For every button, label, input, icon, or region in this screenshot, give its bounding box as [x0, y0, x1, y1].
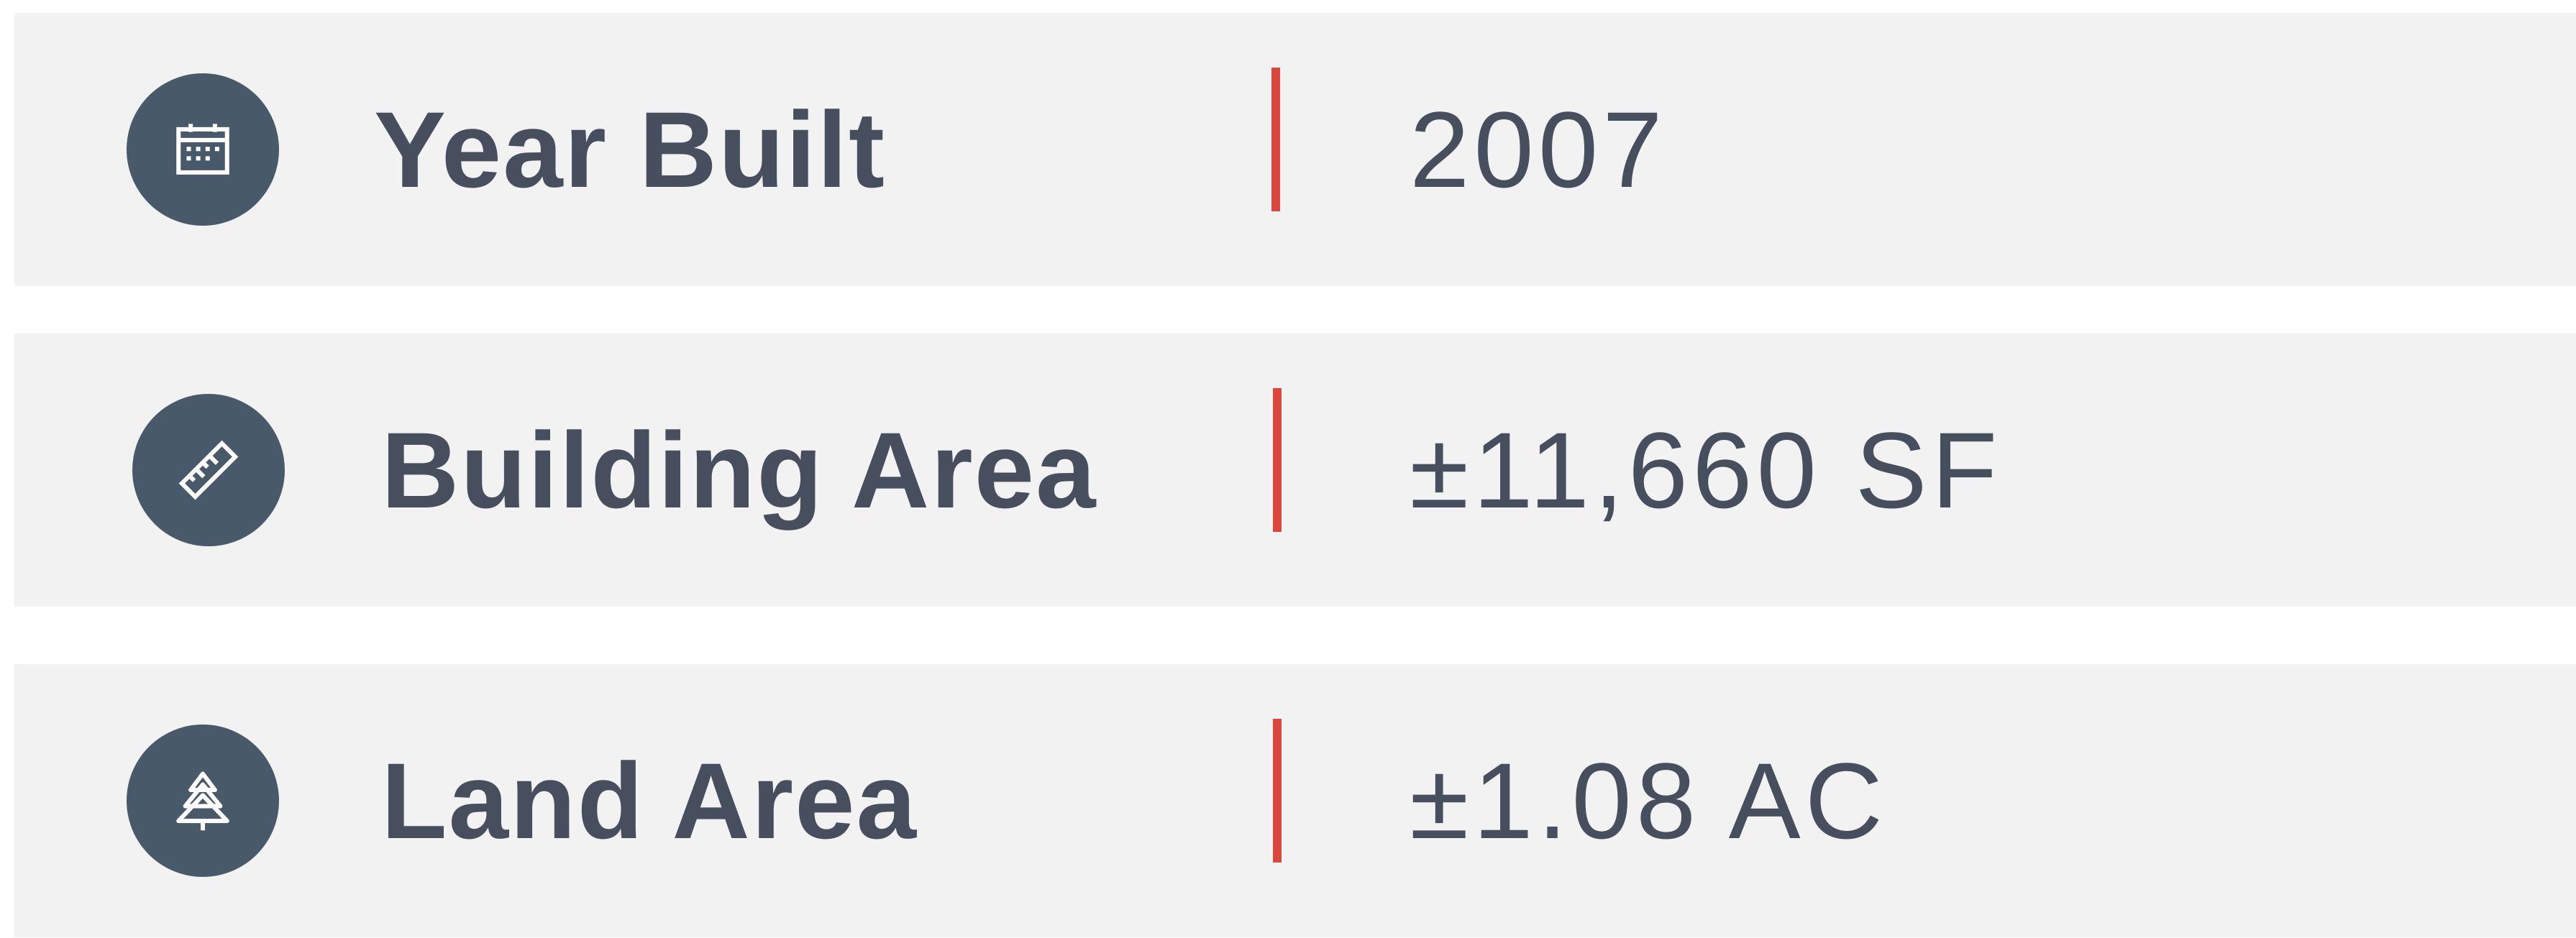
row-label: Year Built	[374, 89, 886, 210]
property-detail-row	[14, 13, 2576, 286]
row-value: ±11,660 SF	[1410, 410, 2002, 530]
property-detail-row	[14, 664, 2576, 937]
row-value: 2007	[1410, 89, 1667, 210]
row-label: Land Area	[381, 740, 918, 861]
row-label: Building Area	[381, 410, 1097, 530]
property-detail-row	[14, 334, 2576, 607]
accent-divider	[1271, 68, 1280, 211]
tree-icon	[127, 725, 279, 877]
accent-divider	[1273, 719, 1282, 863]
calendar-icon	[127, 73, 279, 226]
row-value: ±1.08 AC	[1410, 740, 1888, 861]
ruler-icon	[132, 394, 285, 546]
accent-divider	[1273, 388, 1282, 532]
